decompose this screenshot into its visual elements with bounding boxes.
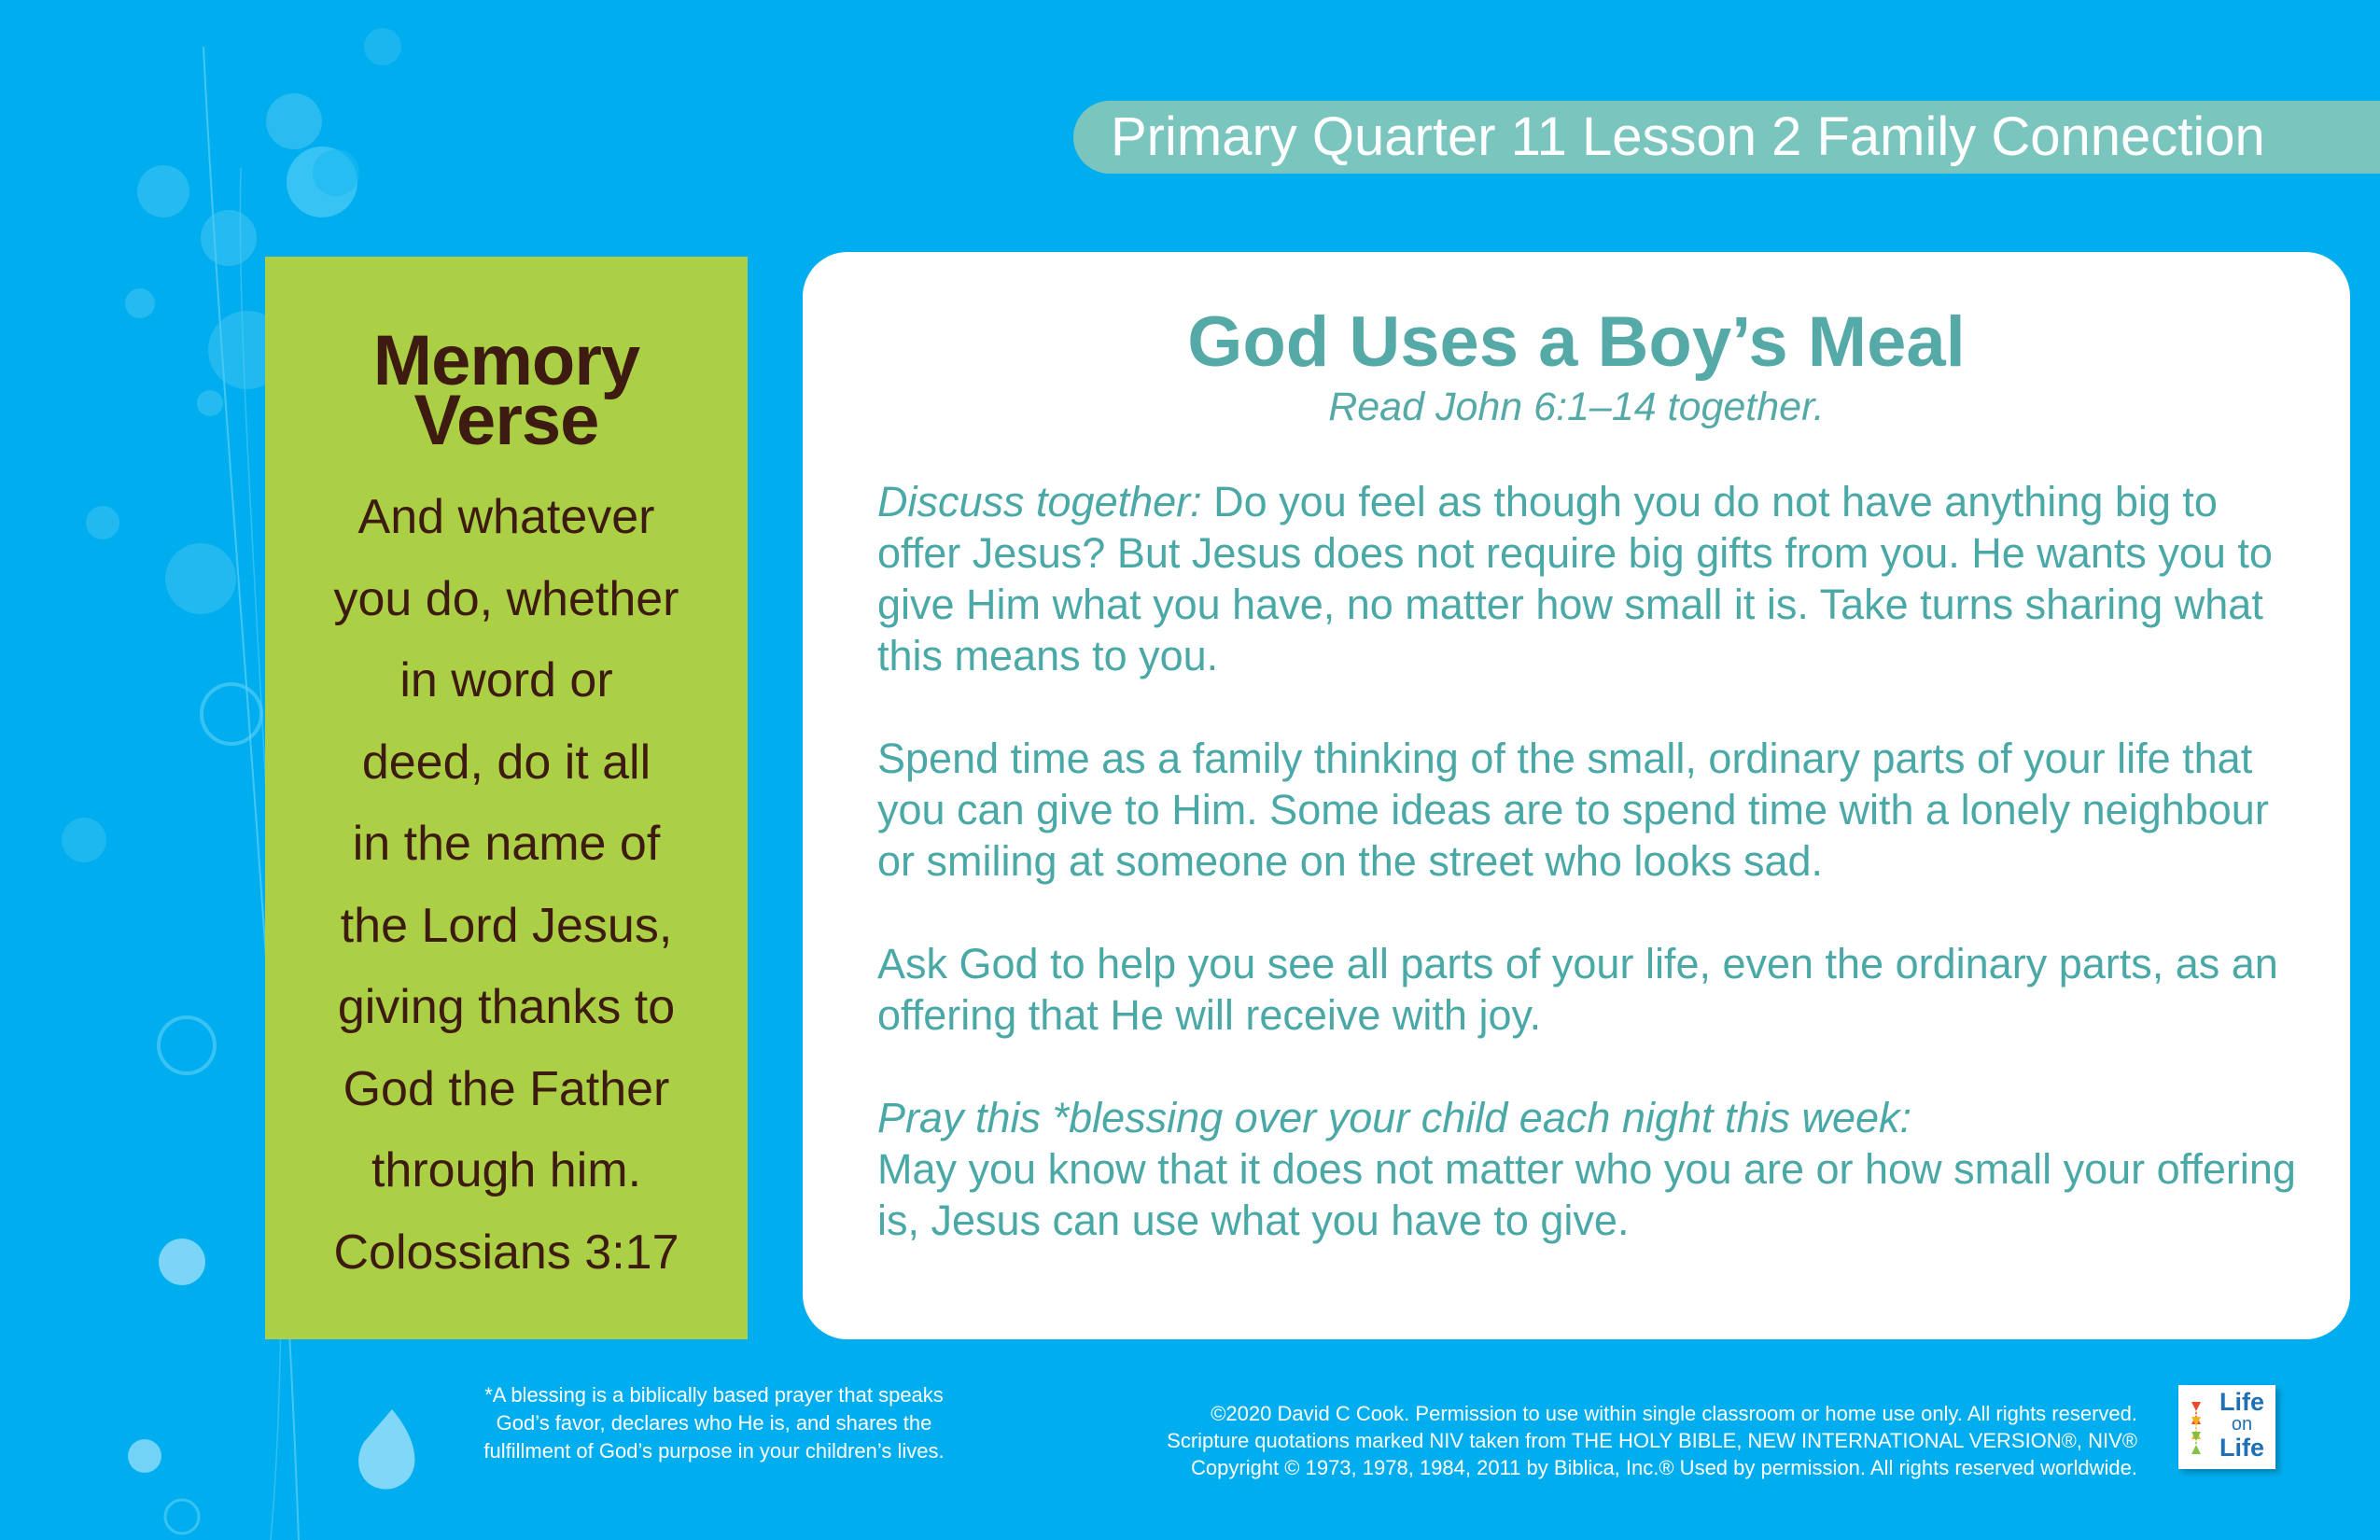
lesson-title: God Uses a Boy’s Meal xyxy=(1187,302,1966,382)
verse-line: you do, whether xyxy=(333,571,679,626)
ask-god-paragraph: Ask God to help you see all parts of your life, even the ordinary parts, as an offering that He will receive with joy. xyxy=(877,940,2278,1039)
verse-line: in word or xyxy=(399,653,613,707)
prayer-paragraph xyxy=(877,1092,2296,1246)
verse-line: through him. xyxy=(371,1143,642,1197)
lesson-body xyxy=(877,476,2296,1246)
verse-reference: Colossians 3:17 xyxy=(333,1225,679,1280)
blessing-footnote: *A blessing is a biblically based prayer that speaks God’s favor, declares who He is, and shares the fulfillment of God’s purpose in your children’s lives. xyxy=(483,1383,945,1463)
discuss-label: Discuss together: xyxy=(877,478,1202,525)
verse-line: giving thanks to xyxy=(337,980,676,1034)
memory-verse-title: Memory Verse xyxy=(372,321,640,460)
logo-stripes-icon xyxy=(2188,1400,2208,1456)
prayer-text: May you know that it does not matter who you are or how small your offering is, Jesus can use what you have to give. xyxy=(877,1145,2296,1244)
copyright-notice: ©2020 David C Cook. Permission to use within single classroom or home use only. All rights reserved. Scripture quotations marked NIV taken from THE HOLY BIBLE, NEW INTERNATIONAL VERSION®, NIV® Copyright © 1973, 1978, 1984, 2011 by Biblica, Inc.® Used by permission. All rights reserved worldwide. xyxy=(1167,1402,2137,1479)
memory-verse-card xyxy=(265,257,748,1339)
discuss-text: Do you feel as though you do not have anything big to offer Jesus? But Jesus does not require big gifts from you. He wants you to give Him what you have, no matter how small it is. Take turns sharing what this means to you. xyxy=(877,478,2273,679)
verse-line: deed, do it all xyxy=(361,735,651,790)
discuss-paragraph xyxy=(877,476,2296,681)
lesson-subtitle: Read John 6:1–14 together. xyxy=(1328,385,1825,429)
verse-line: the Lord Jesus, xyxy=(340,898,673,953)
memory-verse-text xyxy=(265,477,748,1294)
verse-line: in the name of xyxy=(352,817,661,871)
lesson-card xyxy=(803,252,2350,1339)
prayer-label: Pray this *blessing over your child each night this week: xyxy=(877,1094,1912,1141)
verse-line: God the Father xyxy=(343,1061,670,1116)
verse-line: And whatever xyxy=(357,490,655,544)
life-on-life-logo xyxy=(2178,1385,2275,1469)
spend-time-paragraph: Spend time as a family thinking of the small, ordinary parts of your life that you can give to Him. Some ideas are to spend time with a lonely neighbour or smiling at someone on the street who looks sad. xyxy=(877,735,2269,885)
page-title: Primary Quarter 11 Lesson 2 Family Connection xyxy=(1111,106,2265,167)
logo-wordmark: Life on Life xyxy=(2219,1388,2264,1462)
